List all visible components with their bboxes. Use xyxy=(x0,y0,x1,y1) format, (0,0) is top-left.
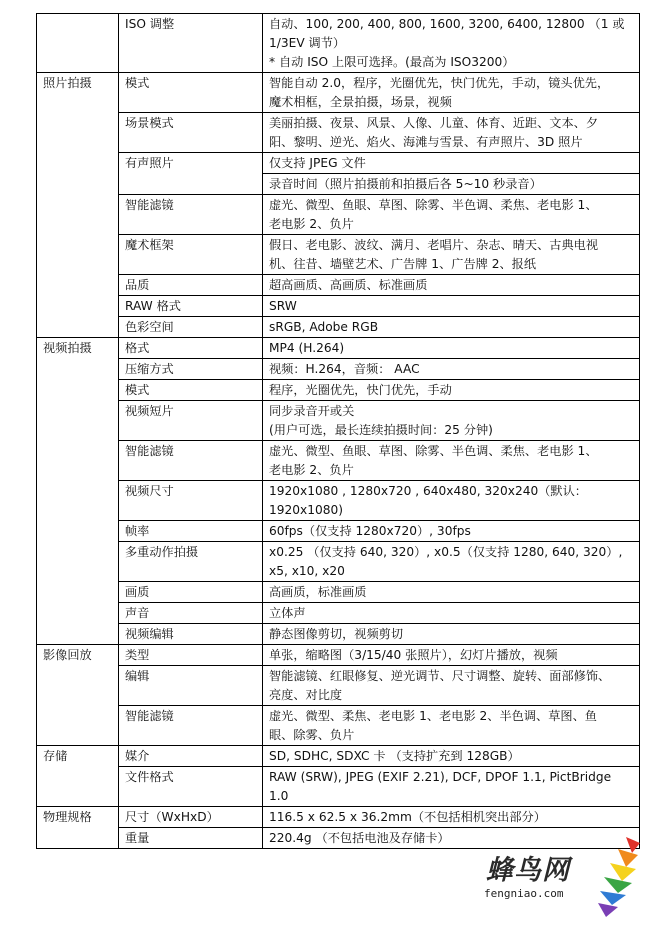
spec-value-line: 虚光、微型、柔焦、老电影 1、老电影 2、半色调、草图、鱼 xyxy=(269,709,597,723)
spec-label: ISO 调整 xyxy=(125,17,175,31)
spec-table-body xyxy=(37,14,640,849)
spec-row xyxy=(37,603,640,624)
spec-table xyxy=(36,13,640,849)
spec-row xyxy=(37,582,640,603)
spec-value-line: 高画质，标准画质 xyxy=(269,585,367,599)
spec-row xyxy=(37,359,640,380)
spec-row xyxy=(37,113,640,153)
spec-value-line: 同步录音开或关 xyxy=(269,404,355,418)
spec-value-line: 程序，光圈优先，快门优先，手动 xyxy=(269,383,452,397)
spec-value-cell xyxy=(263,235,640,275)
spec-label: 声音 xyxy=(125,606,150,620)
spec-label-cell xyxy=(119,441,263,481)
spec-value-line: * 自动 ISO 上限可选择。(最高为 ISO3200） xyxy=(269,55,515,69)
fengniao-watermark xyxy=(478,833,648,923)
bird-logo-icon xyxy=(596,833,644,921)
spec-value-line: (用户可选，最长连续拍摄时间：25 分钟) xyxy=(269,423,493,437)
category-label: 存储 xyxy=(43,749,68,763)
spec-value-line: sRGB, Adobe RGB xyxy=(269,320,379,334)
spec-value-line: 虚光、微型、鱼眼、草图、除雾、半色调、柔焦、老电影 1、 xyxy=(269,444,598,458)
category-cell xyxy=(37,645,119,746)
spec-label-cell xyxy=(119,807,263,828)
spec-label: RAW 格式 xyxy=(125,299,181,313)
spec-value-cell xyxy=(263,401,640,441)
category-cell xyxy=(37,338,119,645)
spec-row xyxy=(37,666,640,706)
spec-label-cell xyxy=(119,542,263,582)
spec-row xyxy=(37,317,640,338)
spec-label: 重量 xyxy=(125,831,150,845)
spec-label: 类型 xyxy=(125,648,150,662)
spec-label: 视频短片 xyxy=(125,404,174,418)
spec-value-cell xyxy=(263,666,640,706)
spec-value-line: MP4 (H.264) xyxy=(269,341,345,355)
spec-value-line: 1/3EV 调节） xyxy=(269,36,346,50)
spec-label: 画质 xyxy=(125,585,150,599)
spec-row xyxy=(37,624,640,645)
spec-label-cell xyxy=(119,235,263,275)
spec-label-cell xyxy=(119,603,263,624)
spec-value-line: 仅支持 JPEG 文件 xyxy=(269,156,366,170)
spec-value-line: SD, SDHC, SDXC 卡 （支持扩充到 128GB） xyxy=(269,749,520,763)
spec-value-cell xyxy=(263,624,640,645)
spec-value-cell xyxy=(263,113,640,153)
spec-row xyxy=(37,521,640,542)
spec-row xyxy=(37,481,640,521)
category-label: 物理规格 xyxy=(43,810,92,824)
spec-label: 尺寸（WxHxD） xyxy=(125,810,219,824)
spec-value-line: 假日、老电影、波纹、满月、老唱片、杂志、晴天、古典电视 xyxy=(269,238,599,252)
spec-value-line: 60fps（仅支持 1280x720）, 30fps xyxy=(269,524,471,538)
spec-value-line: 1920x1080 , 1280x720 , 640x480, 320x240（默认： xyxy=(269,484,587,498)
spec-label: 有声照片 xyxy=(125,156,174,170)
spec-value-line: 116.5 x 62.5 x 36.2mm（不包括相机突出部分） xyxy=(269,810,546,824)
spec-value-cell xyxy=(263,582,640,603)
spec-value-line: 美丽拍摄、夜景、风景、人像、儿童、体育、近距、文本、夕 xyxy=(269,116,599,130)
spec-label-cell xyxy=(119,582,263,603)
spec-row xyxy=(37,767,640,807)
spec-row xyxy=(37,380,640,401)
spec-label-cell xyxy=(119,14,263,73)
spec-label-cell xyxy=(119,317,263,338)
spec-value-line: 智能滤镜、红眼修复、逆光调节、尺寸调整、旋转、面部修饰、 xyxy=(269,669,611,683)
spec-value-cell xyxy=(263,767,640,807)
spec-label-cell xyxy=(119,380,263,401)
spec-label-cell xyxy=(119,195,263,235)
spec-value-line: 虚光、微型、鱼眼、草图、除雾、半色调、柔焦、老电影 1、 xyxy=(269,198,598,212)
spec-label-cell xyxy=(119,624,263,645)
category-cell xyxy=(37,73,119,338)
spec-label: 模式 xyxy=(125,76,150,90)
spec-label-cell xyxy=(119,481,263,521)
spec-row xyxy=(37,645,640,666)
spec-row xyxy=(37,14,640,73)
category-cell xyxy=(37,746,119,807)
spec-row xyxy=(37,338,640,359)
spec-label-cell xyxy=(119,153,263,195)
spec-value-line: RAW (SRW), JPEG (EXIF 2.21), DCF, DPOF 1.1, PictBridge xyxy=(269,770,612,784)
spec-value-cell xyxy=(263,542,640,582)
spec-row xyxy=(37,153,640,174)
spec-value-cell xyxy=(263,195,640,235)
spec-label: 模式 xyxy=(125,383,150,397)
spec-label: 多重动作拍摄 xyxy=(125,545,199,559)
spec-value-cell xyxy=(263,380,640,401)
spec-value-cell xyxy=(263,807,640,828)
spec-value-cell xyxy=(263,521,640,542)
spec-value-line: 老电影 2、负片 xyxy=(269,217,354,231)
watermark-title: 蜂鸟网 xyxy=(486,855,570,886)
spec-row xyxy=(37,542,640,582)
spec-value-cell xyxy=(263,359,640,380)
watermark-url: fengniao.com xyxy=(484,887,564,900)
spec-value-line: x5, x10, x20 xyxy=(269,564,345,578)
spec-label: 编辑 xyxy=(125,669,150,683)
spec-value-line: 超高画质、高画质、标准画质 xyxy=(269,278,428,292)
spec-label-cell xyxy=(119,73,263,113)
spec-value-cell xyxy=(263,73,640,113)
spec-value-line: 阳、黎明、逆光、焰火、海滩与雪景、有声照片、3D 照片 xyxy=(269,135,583,149)
spec-label-cell xyxy=(119,666,263,706)
spec-label: 智能滤镜 xyxy=(125,709,174,723)
spec-label-cell xyxy=(119,767,263,807)
spec-value-cell xyxy=(263,746,640,767)
spec-value-line: 1920x1080) xyxy=(269,503,343,517)
spec-label-cell xyxy=(119,746,263,767)
spec-value-cell xyxy=(263,275,640,296)
spec-label-cell xyxy=(119,338,263,359)
category-cell xyxy=(37,14,119,73)
spec-label: 文件格式 xyxy=(125,770,174,784)
spec-value-cell xyxy=(263,706,640,746)
spec-label: 智能滤镜 xyxy=(125,198,174,212)
spec-value-cell xyxy=(263,317,640,338)
spec-label-cell xyxy=(119,645,263,666)
category-label: 照片拍摄 xyxy=(43,76,92,90)
spec-value-line: 视频：H.264，音频： AAC xyxy=(269,362,420,376)
spec-value-line: 机、往昔、墙壁艺术、广告牌 1、广告牌 2、报纸 xyxy=(269,257,537,271)
spec-label: 媒介 xyxy=(125,749,150,763)
spec-value-line: SRW xyxy=(269,299,297,313)
spec-value-cell xyxy=(263,645,640,666)
spec-label: 视频尺寸 xyxy=(125,484,174,498)
spec-value-line: 老电影 2、负片 xyxy=(269,463,354,477)
spec-row xyxy=(37,296,640,317)
spec-label: 帧率 xyxy=(125,524,150,538)
spec-value-line: 立体声 xyxy=(269,606,306,620)
spec-value-cell xyxy=(263,174,640,195)
spec-label-cell xyxy=(119,401,263,441)
spec-row xyxy=(37,401,640,441)
spec-value-line: 静态图像剪切，视频剪切 xyxy=(269,627,404,641)
spec-value-line: 魔术相框，全景拍摄，场景，视频 xyxy=(269,95,452,109)
spec-value-cell xyxy=(263,14,640,73)
spec-row xyxy=(37,706,640,746)
spec-label-cell xyxy=(119,296,263,317)
spec-value-line: 亮度、对比度 xyxy=(269,688,343,702)
spec-label: 魔术框架 xyxy=(125,238,174,252)
spec-row xyxy=(37,275,640,296)
spec-value-line: 智能自动 2.0，程序，光圈优先，快门优先，手动，镜头优先， xyxy=(269,76,610,90)
spec-label-cell xyxy=(119,359,263,380)
spec-row xyxy=(37,807,640,828)
spec-value-line: 录音时间（照片拍摄前和拍摄后各 5~10 秒录音） xyxy=(269,177,542,191)
category-label: 视频拍摄 xyxy=(43,341,92,355)
spec-row xyxy=(37,195,640,235)
spec-label-cell xyxy=(119,521,263,542)
spec-label: 视频编辑 xyxy=(125,627,174,641)
spec-label-cell xyxy=(119,828,263,849)
spec-value-line: 眼、除雾、负片 xyxy=(269,728,355,742)
spec-value-line: 单张，缩略图（3/15/40 张照片），幻灯片播放，视频 xyxy=(269,648,558,662)
spec-label-cell xyxy=(119,275,263,296)
spec-row xyxy=(37,235,640,275)
spec-value-cell xyxy=(263,296,640,317)
spec-label: 压缩方式 xyxy=(125,362,174,376)
spec-value-cell xyxy=(263,338,640,359)
spec-value-cell xyxy=(263,481,640,521)
spec-label-cell xyxy=(119,706,263,746)
spec-label: 色彩空间 xyxy=(125,320,174,334)
spec-value-cell xyxy=(263,153,640,174)
spec-label: 智能滤镜 xyxy=(125,444,174,458)
spec-value-line: 1.0 xyxy=(269,789,289,803)
spec-row xyxy=(37,441,640,481)
spec-value-cell xyxy=(263,441,640,481)
spec-label: 格式 xyxy=(125,341,150,355)
spec-row xyxy=(37,73,640,113)
category-cell xyxy=(37,807,119,849)
spec-label: 品质 xyxy=(125,278,150,292)
spec-value-line: x0.25 （仅支持 640, 320）, x0.5（仅支持 1280, 640, 320）, xyxy=(269,545,623,559)
spec-label: 场景模式 xyxy=(125,116,174,130)
category-label: 影像回放 xyxy=(43,648,92,662)
spec-row xyxy=(37,746,640,767)
spec-value-cell xyxy=(263,603,640,624)
spec-value-line: 220.4g （不包括电池及存储卡） xyxy=(269,831,450,845)
spec-label-cell xyxy=(119,113,263,153)
spec-value-line: 自动、100, 200, 400, 800, 1600, 3200, 6400, 12800 （1 或 xyxy=(269,17,625,31)
